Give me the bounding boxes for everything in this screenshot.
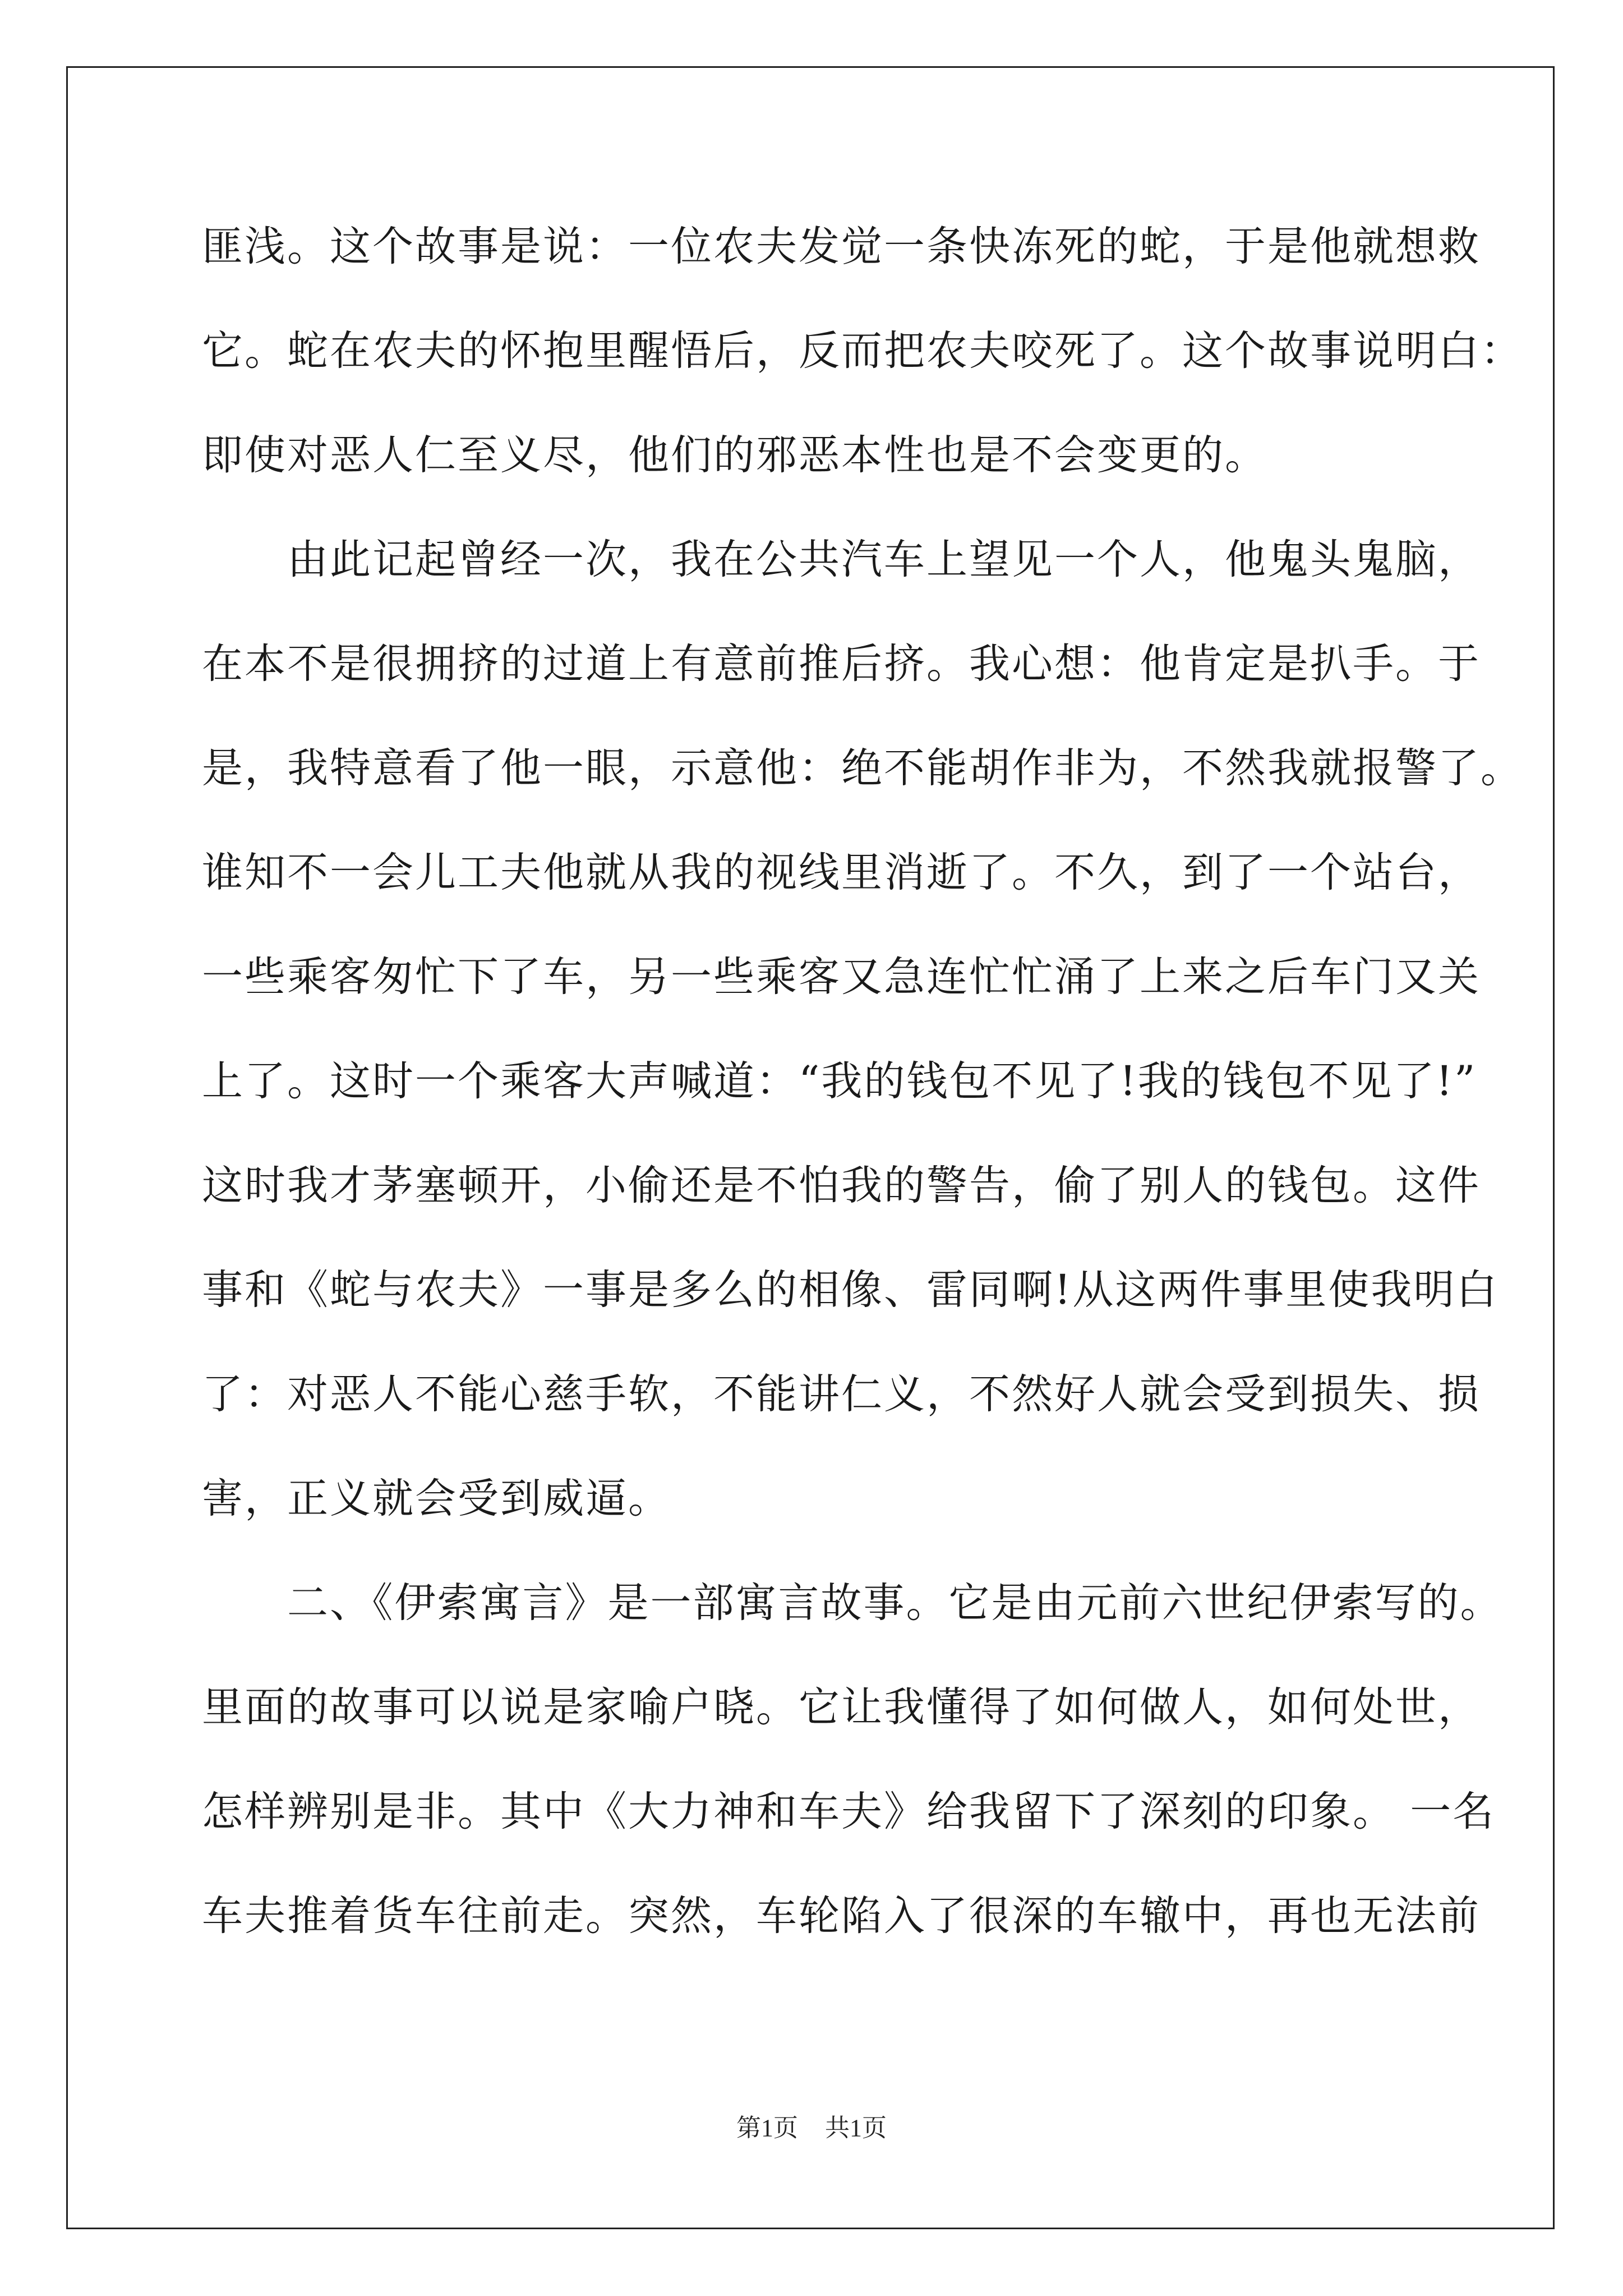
text-line: 二、《伊索寓言》是一部寓言故事。它是由元前六世纪伊索写的。 (202, 1579, 1503, 1627)
text-line: 怎样辨别是非。其中《大力神和车夫》给我留下了深刻的印象。 一名 (202, 1788, 1496, 1835)
text-line: 里面的故事可以说是家喻户晓。它让我懂得了如何做人，如何处世， (202, 1683, 1481, 1731)
page-total: 共1页 (825, 2114, 887, 2142)
text-line: 匪浅。这个故事是说：一位农夫发觉一条快冻死的蛇，于是他就想救 (202, 223, 1481, 270)
text-line: 害，正义就会受到威逼。 (202, 1475, 671, 1522)
text-line: 是，我特意看了他一眼，示意他：绝不能胡作非为，不然我就报警了。 (202, 744, 1523, 792)
text-line: 一些乘客匆忙下了车，另一些乘客又急连忙忙涌了上来之后车门又关 (202, 953, 1481, 1001)
text-line: 上了。这时一个乘客大声喊道：“我的钱包不见了!我的钱包不见了!” (202, 1057, 1477, 1105)
text-line: 这时我才茅塞顿开，小偷还是不怕我的警告，偷了别人的钱包。这件 (202, 1162, 1481, 1209)
text-line: 车夫推着货车往前走。突然，车轮陷入了很深的车辙中，再也无法前 (202, 1892, 1481, 1940)
page-number: 第1页 (736, 2114, 798, 2142)
page-footer (0, 2111, 1623, 2145)
text-line: 即使对恶人仁至义尽，他们的邪恶本性也是不会变更的。 (202, 431, 1267, 479)
text-line: 它。蛇在农夫的怀抱里醒悟后，反而把农夫咬死了。这个故事说明白： (202, 327, 1523, 375)
text-line: 在本不是很拥挤的过道上有意前推后挤。我心想：他肯定是扒手。于 (202, 640, 1481, 688)
text-line: 了：对恶人不能心慈手软，不能讲仁义，不然好人就会受到损失、损 (202, 1370, 1481, 1418)
text-line: 由此记起曾经一次，我在公共汽车上望见一个人，他鬼头鬼脑， (202, 536, 1481, 583)
text-line: 事和《蛇与农夫》一事是多么的相像、雷同啊!从这两件事里使我明白 (202, 1266, 1499, 1314)
text-line: 谁知不一会儿工夫他就从我的视线里消逝了。不久，到了一个站台， (202, 849, 1481, 896)
